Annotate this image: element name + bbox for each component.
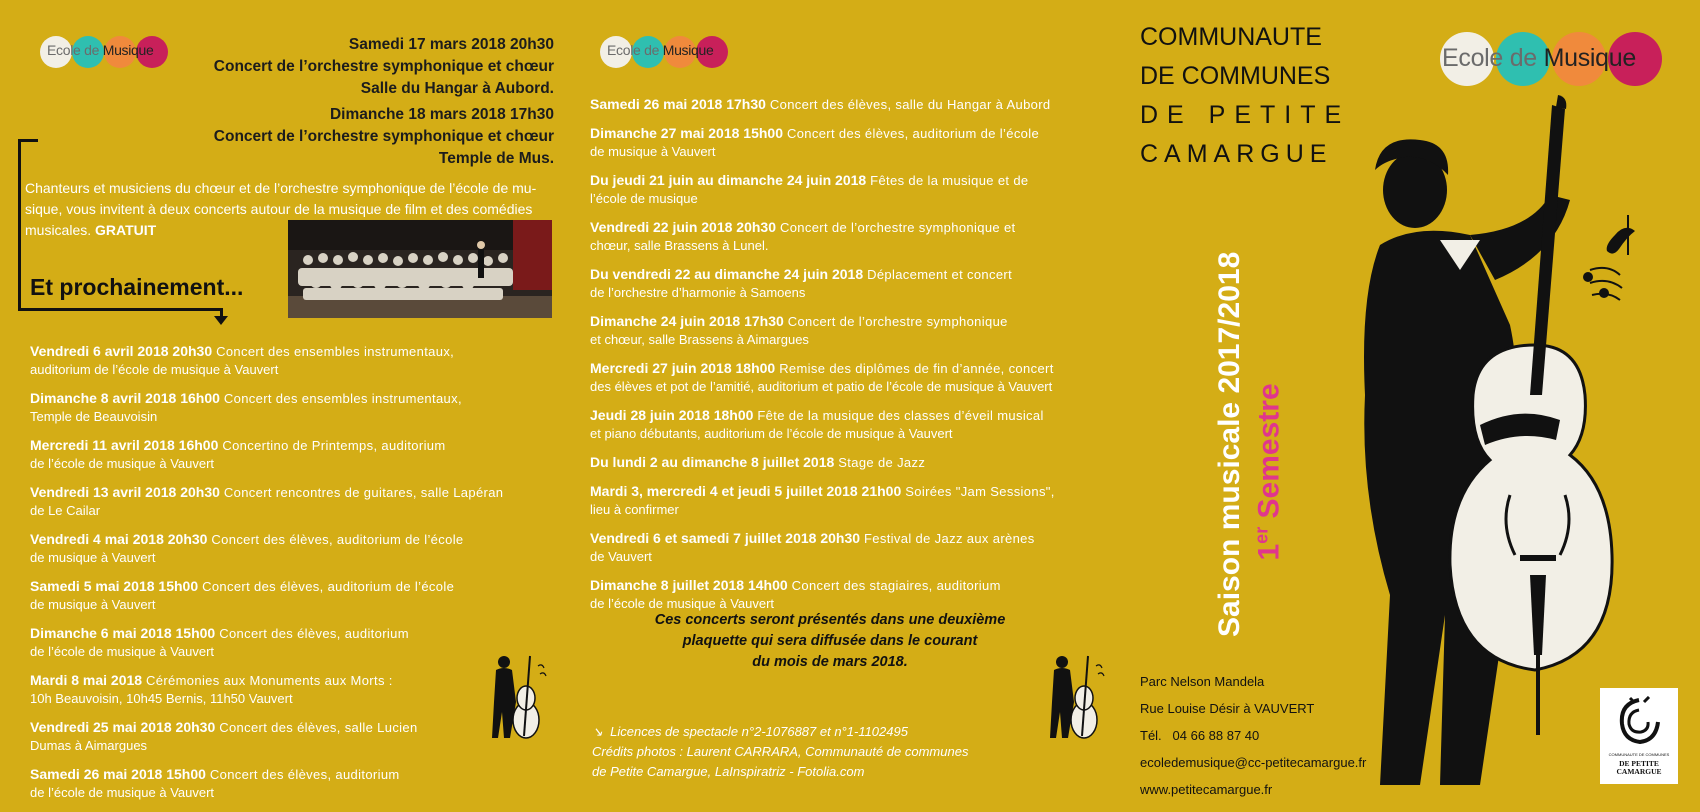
list-item: Vendredi 25 mai 2018 20h30 Concert des élèves, salle Lucien Dumas à Aimargues [30, 719, 418, 753]
top-event-line: Concert de l’orchestre symphonique et chœur [213, 58, 554, 75]
list-item: Dimanche 24 juin 2018 17h30 Concert de l’orchestre symphonique et chœur, salle Brassens à Aimargues [590, 313, 1008, 347]
list-item: Samedi 26 mai 2018 17h30 Concert des élèves, salle du Hangar à Aubord [590, 96, 1051, 112]
organisation-name: COMMUNAUTE DE COMMUNES DE PETITE CAMARGUE [1140, 23, 1351, 168]
list-item: Vendredi 4 mai 2018 20h30 Concert des élèves, auditorium de l’école de musique à Vauvert [30, 531, 464, 565]
list-item: Dimanche 8 avril 2018 16h00 Concert des ensembles instrumentaux, Temple de Beauvoisin [30, 390, 462, 424]
list-item: Mercredi 27 juin 2018 18h00 Remise des diplômes de fin d’année, concert des élèves et pot de l’amitié, auditorium et patio de l’école de musique à Vauvert [590, 360, 1054, 394]
list-item: Mercredi 11 avril 2018 16h00 Concertino de Printemps, auditorium de l’école de musique à Vauvert [30, 437, 446, 471]
list-item: Dimanche 8 juillet 2018 14h00 Concert des stagiaires, auditorium de l’école de musique à Vauvert [590, 577, 1001, 611]
list-item: Vendredi 22 juin 2018 20h30 Concert de l’orchestre symphonique et chœur, salle Brassens à Lunel. [590, 219, 1016, 253]
bracket-line [18, 139, 38, 142]
email-link[interactable]: ecoledemusique@cc-petitecamargue.fr [1140, 755, 1367, 770]
ecole-musique-logo-small: Ecole de Musique [598, 36, 728, 70]
website-link[interactable]: www.petitecamargue.fr [1140, 782, 1273, 797]
list-item: Samedi 5 mai 2018 15h00 Concert des élèves, auditorium de l’école de musique à Vauvert [30, 578, 455, 612]
list-item: Du jeudi 21 juin au dimanche 24 juin 2018 Fêtes de la musique et de l’école de musique [590, 172, 1029, 206]
arrow-icon: ↘ [592, 724, 603, 739]
panel-right [1140, 0, 1700, 809]
bracket-line [18, 139, 21, 310]
top-event-1 [214, 34, 554, 100]
event-list-left [30, 342, 503, 812]
address-line: Parc Nelson Mandela [1140, 674, 1265, 689]
event-list-middle [590, 95, 1055, 623]
orchestra-photo [288, 220, 552, 318]
cellist-illustration-icon [490, 652, 550, 744]
list-item: Du lundi 2 au dimanche 8 juillet 2018 Stage de Jazz [590, 454, 926, 470]
announcement-note: Ces concerts seront présentés dans une deuxième plaquette qui sera diffusée dans le courant du mois de mars 2018. [654, 612, 1006, 670]
list-item: Dimanche 27 mai 2018 15h00 Concert des élèves, auditorium de l’école de musique à Vauvert [590, 125, 1040, 159]
ecole-musique-logo-small: Ecole de Musique [38, 36, 168, 70]
cc-petite-camargue-logo: COMMUNAUTE DE COMMUNES DE PETITE CAMARGUE [1600, 688, 1678, 784]
address-line: Rue Louise Désir à VAUVERT [1140, 701, 1315, 716]
ecole-musique-logo: Ecole de Musique [1440, 32, 1665, 88]
top-event-2 [214, 104, 554, 170]
list-item: Vendredi 6 et samedi 7 juillet 2018 20h30 Festival de Jazz aux arènes de Vauvert [590, 530, 1035, 564]
panel-left [0, 0, 580, 809]
list-item: Dimanche 6 mai 2018 15h00 Concert des élèves, auditorium de l’école de musique à Vauvert [30, 625, 409, 659]
camargue-emblem-icon [1614, 696, 1664, 746]
phone-line: Tél. 04 66 88 87 40 [1140, 728, 1260, 743]
list-item: Mardi 3, mercredi 4 et jeudi 5 juillet 2018 21h00 Soirées "Jam Sessions", lieu à confirmer [590, 483, 1055, 517]
semester-title: 1er Semestre [1251, 383, 1286, 561]
bracket-line [18, 308, 223, 311]
arrow-down-icon [214, 316, 228, 325]
contact-block [1140, 674, 1366, 809]
season-title: Saison musicale 2017/2018 [1213, 251, 1246, 637]
top-event-line: Concert de l’orchestre symphonique et chœur [213, 128, 554, 145]
list-item: Jeudi 28 juin 2018 18h00 Fête de la musique des classes d’éveil musical et piano débutants, auditorium de l’école de musique à Vauvert [590, 407, 1044, 441]
list-item: Du vendredi 22 au dimanche 24 juin 2018 Déplacement et concert de l’orchestre d’harmonie à Samoens [590, 266, 1013, 300]
top-event-date: Samedi 17 mars 2018 20h30 [348, 36, 554, 53]
list-item: Mardi 8 mai 2018 Cérémonies aux Monuments aux Morts : 10h Beauvoisin, 10h45 Bernis, 11h50 Vauvert [30, 672, 393, 706]
list-item: Vendredi 6 avril 2018 20h30 Concert des ensembles instrumentaux, auditorium de l’école de musique à Vauvert [30, 343, 455, 377]
cellist-illustration-icon [1048, 652, 1108, 744]
intro-text: Chanteurs et musiciens du chœur et de l’orchestre symphonique de l’école de mu- sique, vous invitent à deux concerts autour de la musique de film et des comédies musicales. GRATUIT [25, 180, 537, 238]
panel-middle [580, 0, 1140, 809]
free-label: GRATUIT [95, 222, 157, 238]
top-event-venue: Temple de Mus. [438, 150, 554, 167]
top-event-date: Dimanche 18 mars 2018 17h30 [329, 106, 554, 123]
list-item: Samedi 26 mai 2018 15h00 Concert des élèves, auditorium de l’école de musique à Vauvert [30, 766, 400, 800]
top-event-venue: Salle du Hangar à Aubord. [360, 80, 554, 97]
credits-block: ↘ Licences de spectacle n°2-1076887 et n°1-1102495 Crédits photos : Laurent CARRARA, Communauté de communes de Petite Camargue, LaInspiratriz - Fotolia.com [592, 724, 969, 779]
list-item: Vendredi 13 avril 2018 20h30 Concert rencontres de guitares, salle Lapéran de Le Cailar [30, 484, 504, 518]
coming-soon-title: Et prochainement... [30, 274, 244, 300]
